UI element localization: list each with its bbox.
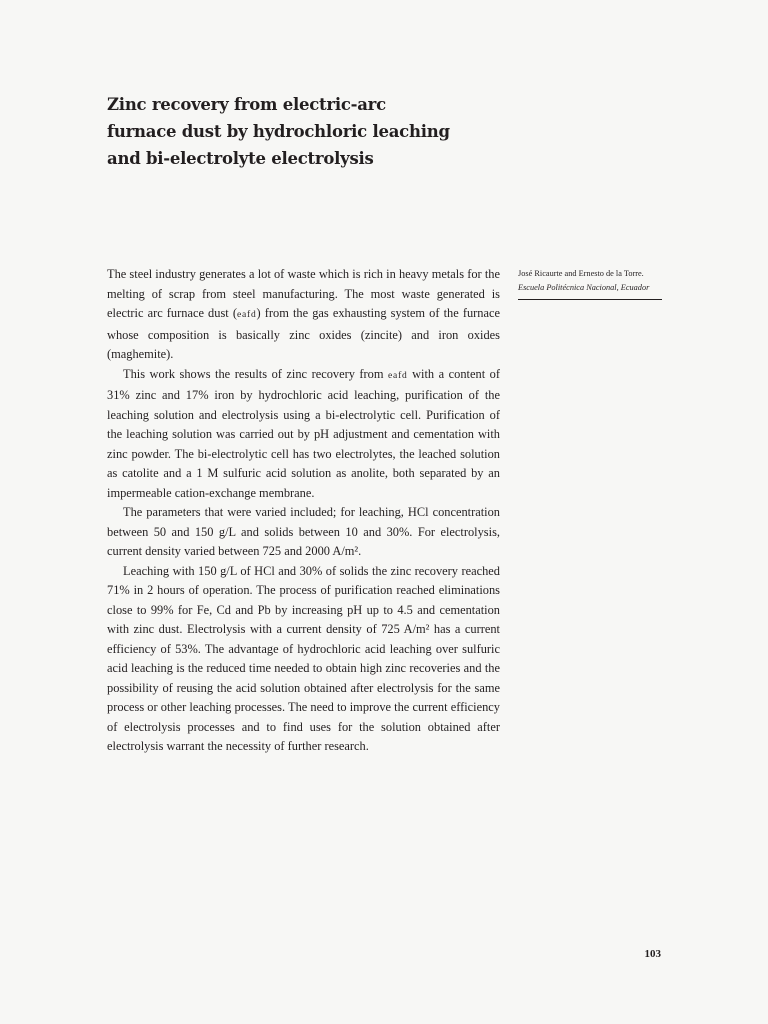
- text-run: with a content of 31% zinc and 17% iron by hydrochloric acid leaching, purification of the leaching solution and electrolysis using a bi-electrolytic cell. Purification of the leaching solution was carried out by pH adjustment and cementation with zinc powder. The bi-electrolytic cell has two electrolytes, the leached solution as catolite and a 1 M sulfuric acid solution as anolite, both separated by an impermeable cation-exchange membrane.: [107, 366, 500, 500]
- abstract: [107, 265, 500, 757]
- paper-title: [107, 91, 450, 172]
- page-number: 103: [644, 948, 661, 960]
- title-line: furnace dust by hydrochloric leaching: [107, 122, 450, 141]
- author-note: [518, 267, 662, 300]
- author-affiliation: Escuela Politécnica Nacional, Ecuador: [518, 282, 650, 292]
- text-run: ) from the gas exhausting system of the furnace whose composition is basically zinc oxides (zincite) and iron oxides (maghemite).: [107, 306, 500, 361]
- abbreviation: eafd: [236, 310, 257, 320]
- abstract-paragraph-3: The parameters that were varied included; for leaching, HCl concentration between 50 and 150 g/L and solids between 10 and 30%. For electrolysis, current density varied between 725 and 2000 A/m².: [107, 505, 500, 558]
- abbreviation: eafd: [388, 370, 408, 381]
- author-names: José Ricaurte and Ernesto de la Torre.: [518, 269, 644, 278]
- abstract-paragraph-1: [107, 265, 500, 365]
- text-run: This work shows the results of zinc recovery from: [123, 366, 389, 381]
- title-line: and bi-electrolyte electrolysis: [107, 149, 374, 168]
- title-line: Zinc recovery from electric-arc: [107, 95, 386, 114]
- abstract-paragraph-4: Leaching with 150 g/L of HCl and 30% of solids the zinc recovery reached 71% in 2 hours of operation. The process of purification reached eliminations close to 99% for Fe, Cd and Pb by increasing pH up to 4.5 and cementation with zinc dust. Electrolysis with a current density of 725 A/m² has a current efficiency of 53%. The advantage of hydrochloric acid leaching over sulfuric acid leaching is the reduced time needed to obtain high zinc recoveries and the possibility of reusing the acid solution obtained after electrolysis for the same process or other leaching processes. The need to improve the current efficiency of electrolysis processes and to find uses for the solution obtained after electrolysis warrant the necessity of further research.: [107, 563, 500, 753]
- abstract-paragraph-2: [107, 365, 500, 504]
- text-run: The steel industry generates a lot of waste which is rich in heavy metals for the melting of scrap from steel manufacturing. The most waste generated is electric arc furnace dust (: [107, 267, 500, 320]
